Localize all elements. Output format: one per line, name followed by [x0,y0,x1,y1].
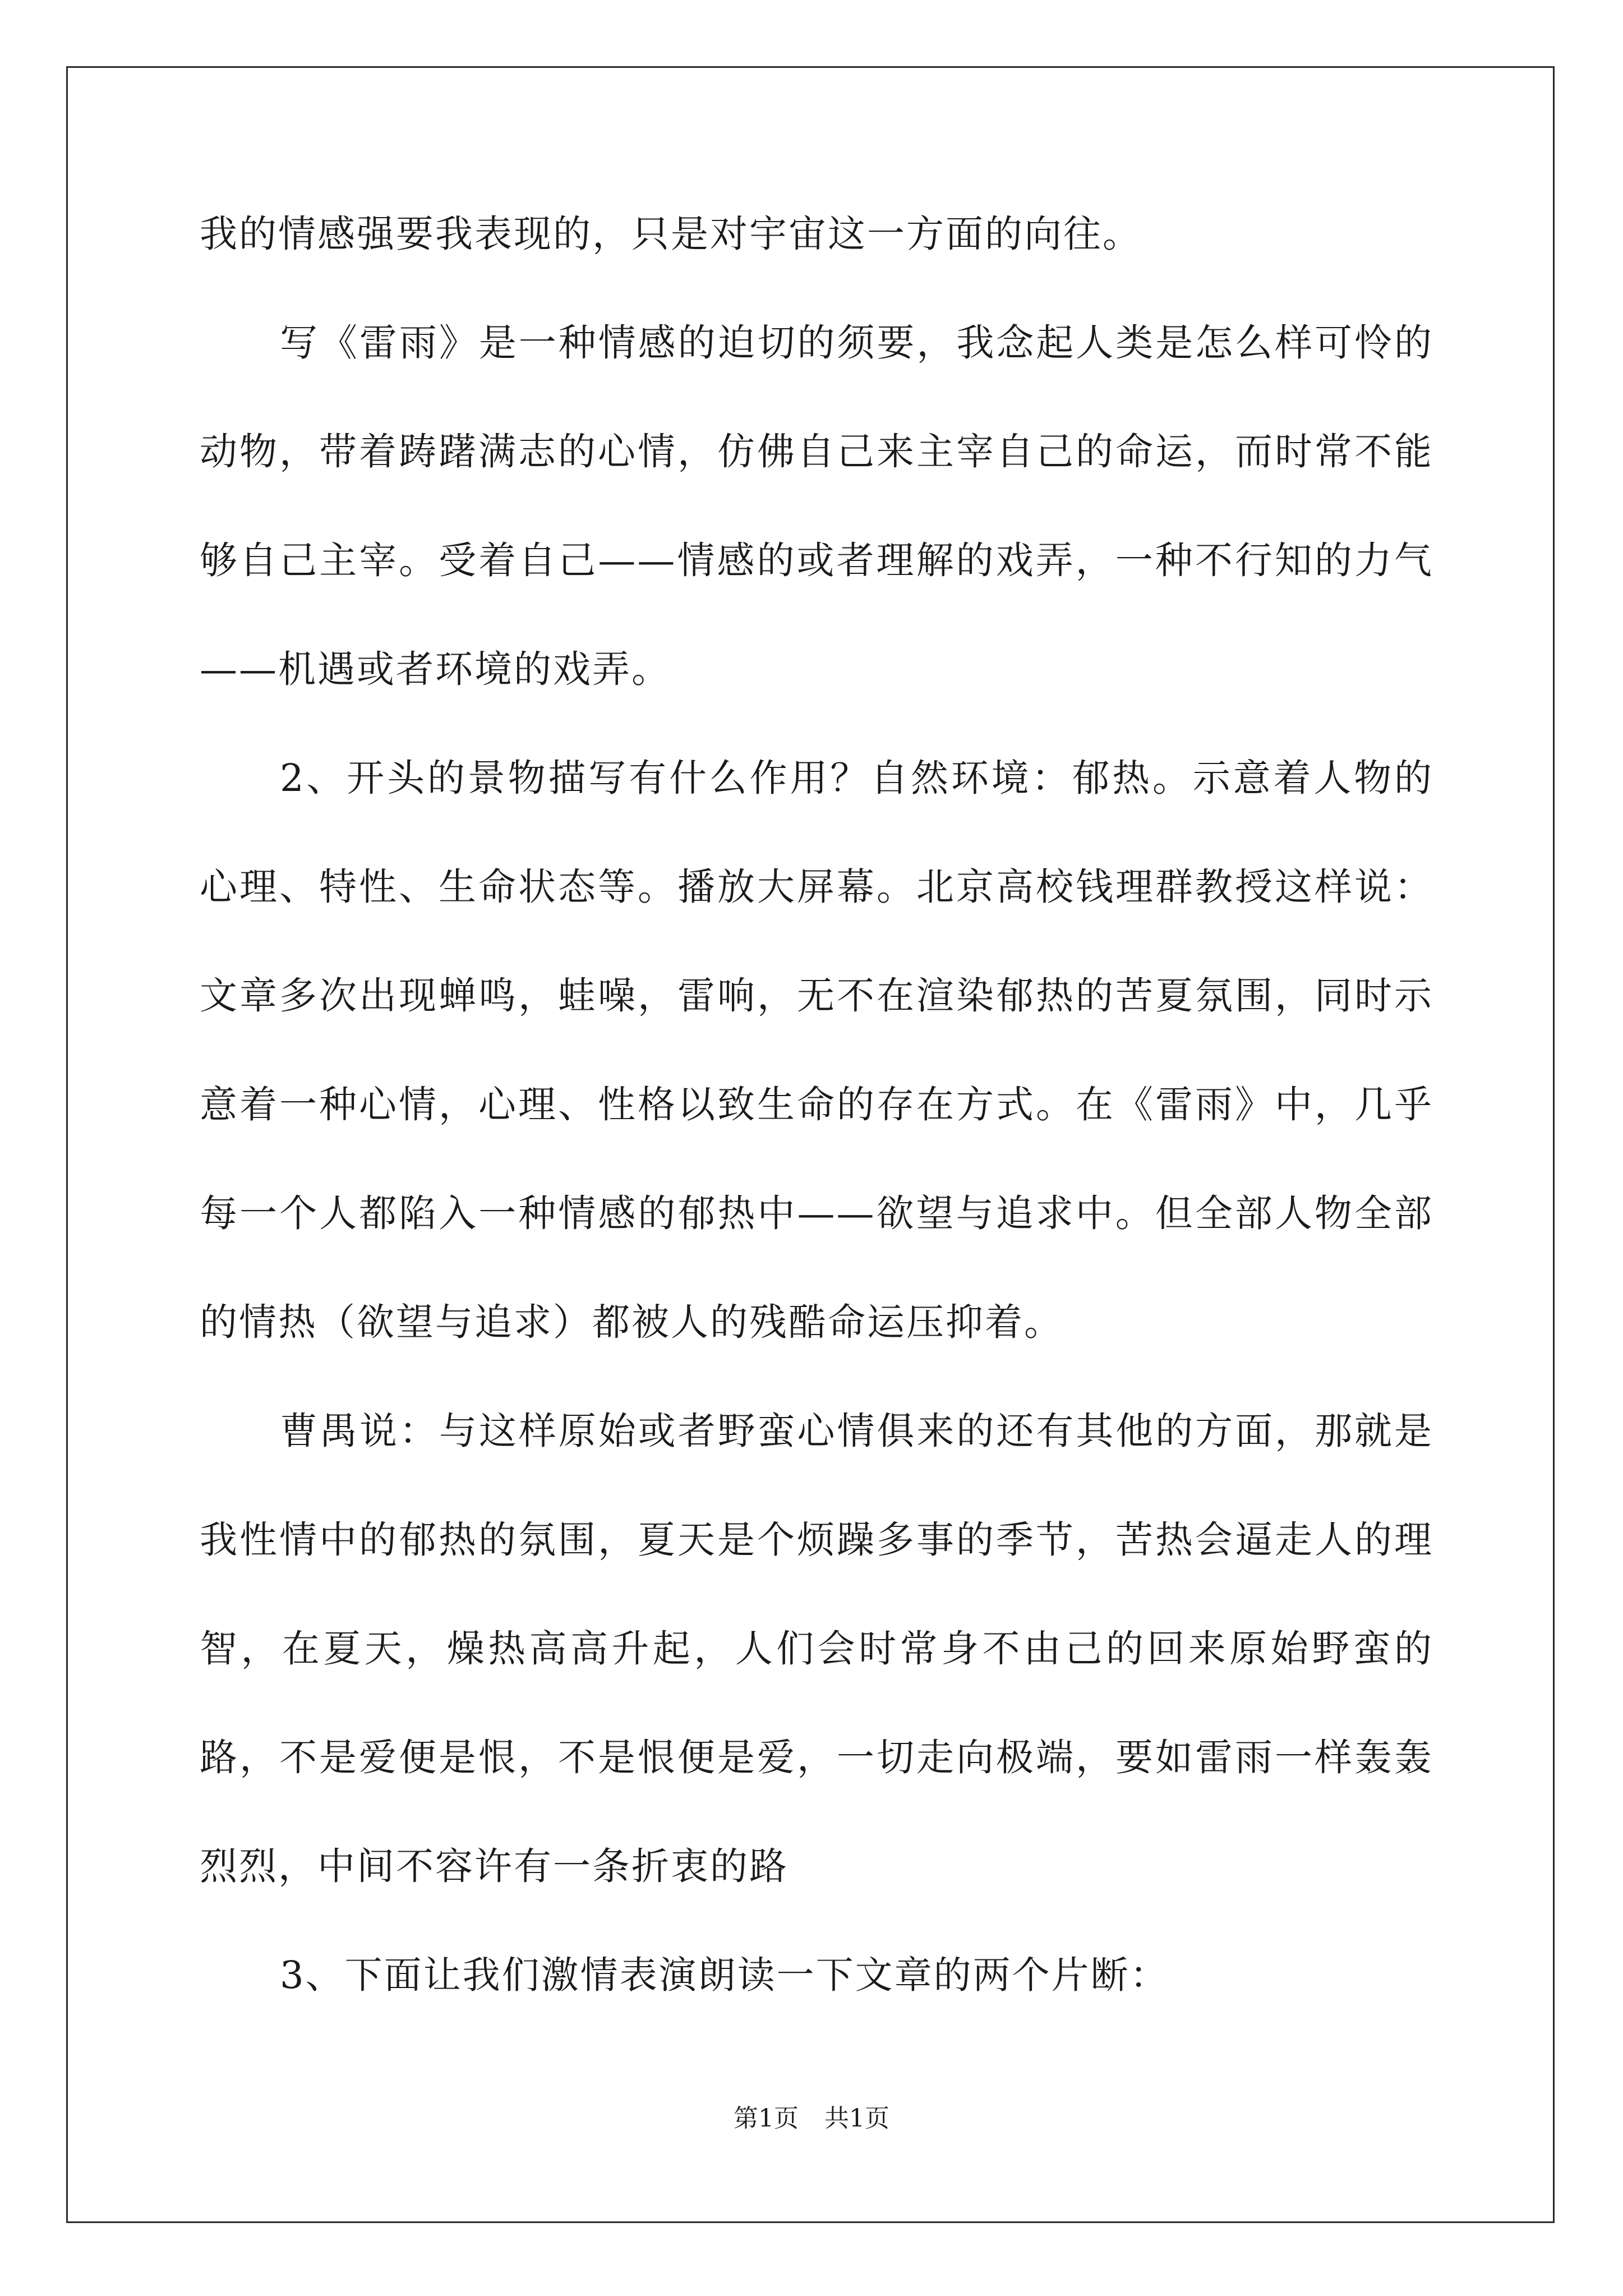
page-number: 第1页 [734,2104,799,2133]
paragraph: 3、下面让我们激情表演朗读一下文章的两个片断： [280,1953,1169,1997]
document-body [200,180,1433,2030]
page-footer [0,2098,1623,2134]
paragraph: 曹禺说：与这样原始或者野蛮心情俱来的还有其他的方面，那就是我性情中的郁热的氛围，夏天是个烦躁多事的季节，苦热会逼走人的理智，在夏天，燥热高高升起，人们会时常身不由己的回来原始野蛮的路，不是爱便是恨，不是恨便是爱，一切走向极端，要如雷雨一样轰轰烈烈，中间不容许有一条折衷的路 [200,1409,1433,1888]
paragraph: 2、开头的景物描写有什么作用？自然环境：郁热。示意着人物的心理、特性、生命状态等。播放大屏幕。北京高校钱理群教授这样说：文章多次出现蝉鸣，蛙噪，雷响，无不在渲染郁热的苦夏氛围，同时示意着一种心情，心理、性格以致生命的存在方式。在《雷雨》中，几乎每一个人都陷入一种情感的郁热中——欲望与追求中。但全部人物全部的情热（欲望与追求）都被人的残酷命运压抑着。 [200,756,1433,1344]
paragraph: 写《雷雨》是一种情感的迫切的须要，我念起人类是怎么样可怜的动物，带着踌躇满志的心情，仿佛自己来主宰自己的命运，而时常不能够自己主宰。受着自己——情感的或者理解的戏弄，一种不行知的力气——机遇或者环境的戏弄。 [200,321,1433,691]
paragraph: 我的情感强要我表现的，只是对宇宙这一方面的向往。 [200,212,1142,256]
page-total: 共1页 [824,2104,889,2133]
